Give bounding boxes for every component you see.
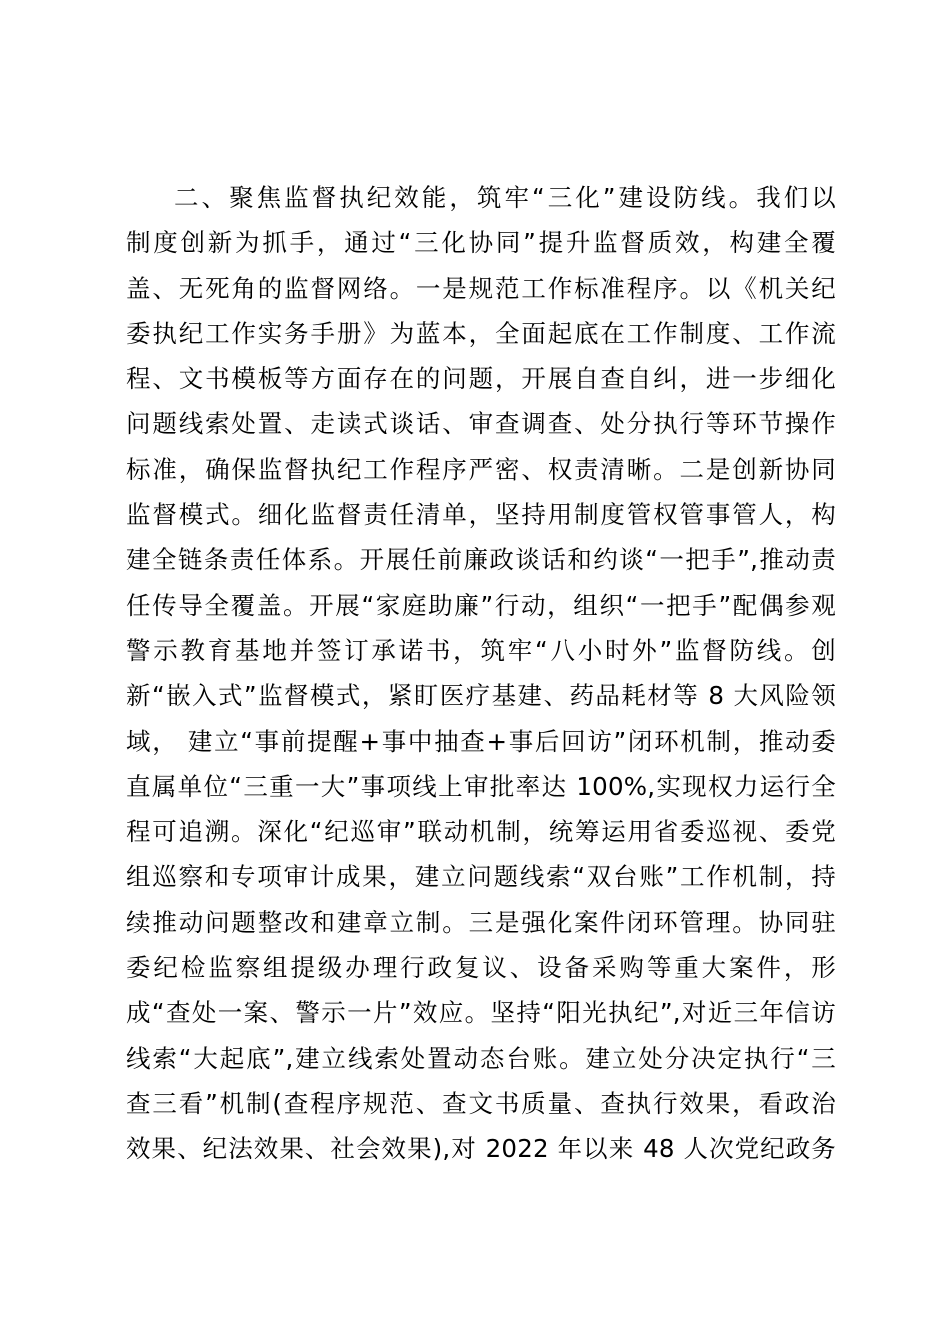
- paragraph-line: 线索“大起底”,建立线索处置动态台账。建立处分决定执行“三: [126, 1043, 836, 1073]
- body-paragraph: [126, 175, 836, 1172]
- paragraph-line: 续推动问题整改和建章立制。三是强化案件闭环管理。协同驻: [126, 907, 836, 937]
- paragraph-line: 建全链条责任体系。开展任前廉政谈话和约谈“一把手”,推动责: [126, 545, 836, 575]
- paragraph-line: 二、聚焦监督执纪效能，筑牢“三化”建设防线。我们以: [174, 183, 836, 212]
- paragraph-line: 问题线索处置、走读式谈话、审查调查、处分执行等环节操作: [126, 409, 836, 439]
- paragraph-line: 标准，确保监督执纪工作程序严密、权责清晰。二是创新协同: [126, 454, 836, 484]
- paragraph-line: 委纪检监察组提级办理行政复议、设备采购等重大案件，形: [126, 953, 836, 983]
- paragraph-line: 效果、纪法效果、社会效果),对 2022 年以来 48 人次党纪政务: [126, 1134, 836, 1164]
- paragraph-line: 成“查处一案、警示一片”效应。坚持“阳光执纪”,对近三年信访: [126, 998, 836, 1028]
- paragraph-line: 新“嵌入式”监督模式，紧盯医疗基建、药品耗材等 8 大风险领: [126, 681, 836, 711]
- paragraph-line: 组巡察和专项审计成果，建立问题线索“双台账”工作机制，持: [126, 862, 836, 892]
- paragraph-line: 查三看”机制(查程序规范、查文书质量、查执行效果，看政治: [126, 1088, 836, 1118]
- paragraph-line: 程可追溯。深化“纪巡审”联动机制，统筹运用省委巡视、委党: [126, 817, 836, 847]
- paragraph-line: 任传导全覆盖。开展“家庭助廉”行动，组织“一把手”配偶参观: [126, 590, 836, 620]
- paragraph-line: 盖、无死角的监督网络。一是规范工作标准程序。以《机关纪: [126, 273, 836, 303]
- paragraph-line: 监督模式。细化监督责任清单，坚持用制度管权管事管人，构: [126, 500, 836, 530]
- paragraph-line: 直属单位“三重一大”事项线上审批率达 100%,实现权力运行全: [126, 771, 836, 801]
- paragraph-line: 委执纪工作实务手册》为蓝本，全面起底在工作制度、工作流: [126, 318, 836, 348]
- paragraph-line: 警示教育基地并签订承诺书，筑牢“八小时外”监督防线。创: [126, 635, 836, 665]
- paragraph-line: 制度创新为抓手，通过“三化协同”提升监督质效，构建全覆: [126, 228, 836, 258]
- paragraph-line: 域， 建立“事前提醒+事中抽查+事后回访”闭环机制，推动委: [126, 726, 836, 756]
- paragraph-line: 程、文书模板等方面存在的问题，开展自查自纠，进一步细化: [126, 364, 836, 394]
